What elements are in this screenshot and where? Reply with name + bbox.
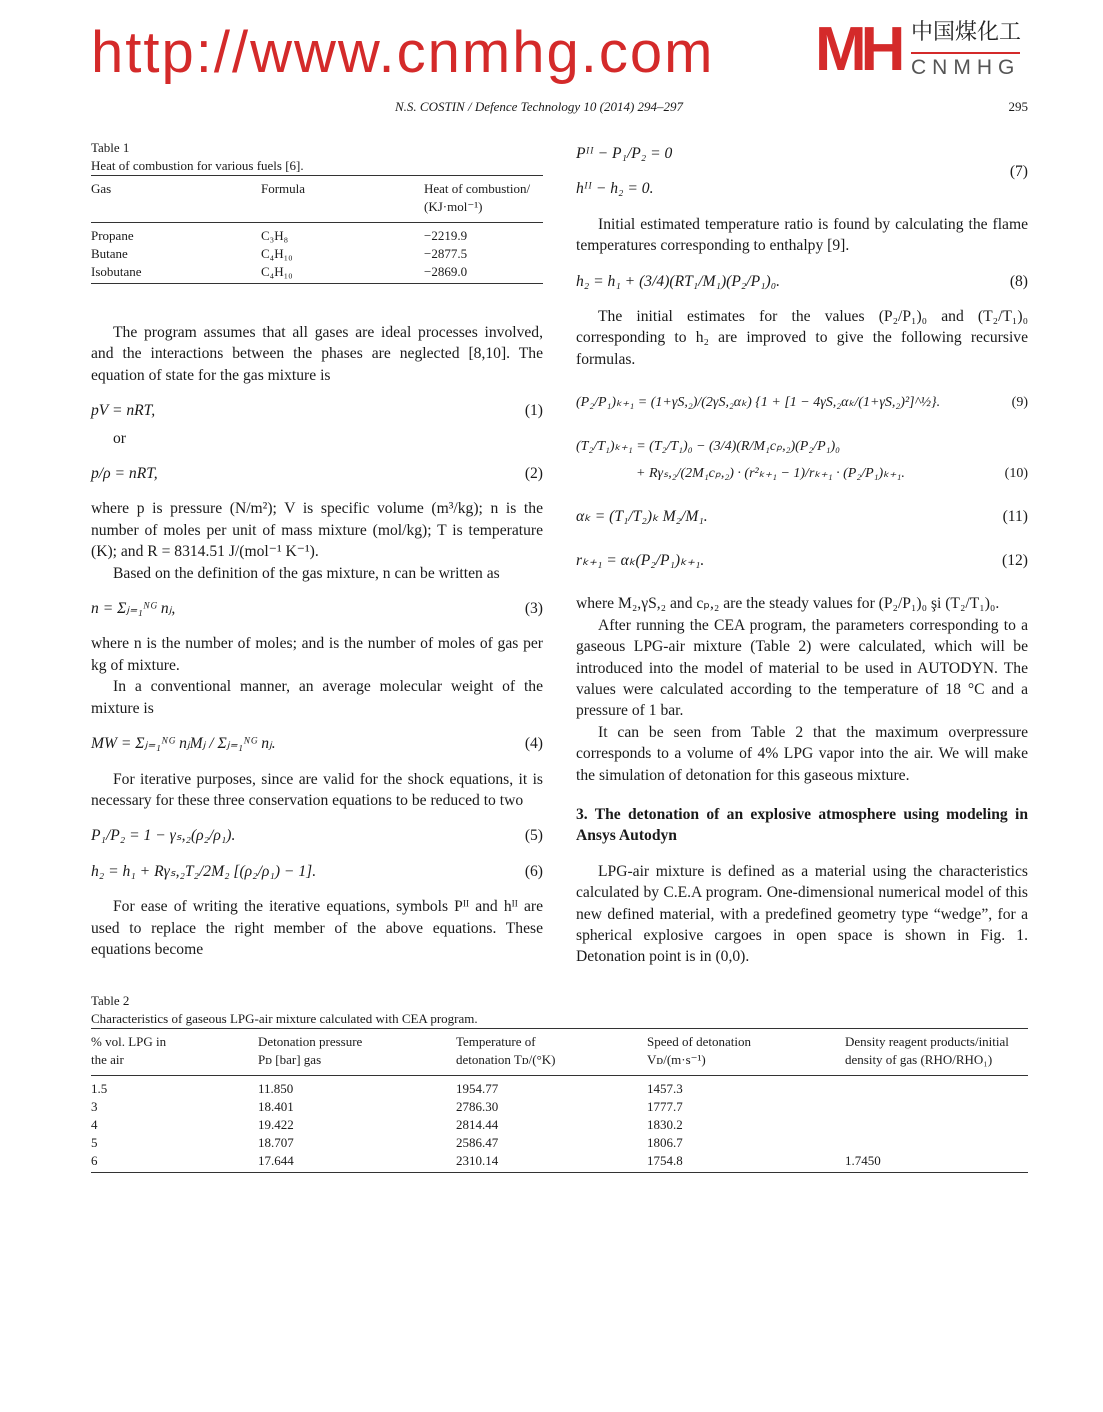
logo-mark: MH — [815, 15, 900, 84]
equation-1: pV = nRT, (1) — [91, 402, 543, 420]
page-header — [91, 99, 1028, 139]
table-row: 3 18.401 2786.30 1777.7 — [91, 1098, 683, 1114]
table2-header: % vol. LPG in the air — [91, 1028, 258, 1075]
table-row: 4 19.422 2814.44 1830.2 — [91, 1116, 683, 1132]
equation-7b: hᴵᴵ − h₂ = 0. — [576, 180, 654, 198]
table1-header: Gas — [91, 176, 261, 223]
table-row: 6 17.644 2310.14 1754.8 1.7450 — [91, 1152, 1028, 1173]
left-column — [91, 139, 543, 960]
equation-2: p/ρ = nRT, (2) — [91, 465, 543, 483]
section-heading: 3. The detonation of an explosive atmosphere using modeling in Ansys Autodyn — [576, 805, 1028, 845]
right-column — [576, 139, 1028, 968]
table1-header: Formula — [261, 176, 424, 223]
equation-12: rₖ₊₁ = αₖ(P₂/P₁)ₖ₊₁. (12) — [576, 551, 1028, 569]
two-column-body — [91, 139, 1028, 968]
equation-7-number: (7) — [1009, 162, 1028, 180]
text-or: or — [113, 429, 126, 447]
table1-title: Heat of combustion for various fuels [6]. — [91, 158, 304, 173]
equation-4: MW = Σⱼ₌₁ᴺᴳ nⱼMⱼ / Σⱼ₌₁ᴺᴳ nⱼ. (4) — [91, 735, 543, 753]
equation-11: αₖ = (T₁/T₂)ₖ M₂/M₁. (11) — [576, 508, 1028, 526]
paragraph: For iterative purposes, since are valid for the shock equations, it is necessary for these three conservation equations to be reduced to two — [91, 770, 543, 809]
table2-title: Characteristics of gaseous LPG-air mixture calculated with CEA program. — [91, 1010, 478, 1026]
paragraph: where M₂,γS,₂ and cₚ,₂ are the steady values for (P₂/P₁)₀ şi (T₂/T₁)₀. — [576, 595, 1000, 613]
paragraph: After running the CEA program, the parameters corresponding to a gaseous LPG-air mixture (Table 2) were calculated, which will be introduced into the model of material to be used in AUTODYN. The values were calculated according to the temperature of 18 °C and a pressure of 1 bar. — [576, 616, 1028, 720]
paragraph: The program assumes that all gases are ideal processes involved, and the interactions between the phases are neglected [8,10]. The equation of state for the gas mixture is — [91, 324, 543, 384]
equation-9: (P₂/P₁)ₖ₊₁ = (1+γS,₂)/(2γS,₂αₖ) {1 + [1 − 4γS,₂αₖ/(1+γS,₂)²]^½}. (9) — [576, 395, 1028, 411]
equation-7 — [576, 143, 1028, 200]
equation-6: h₂ = h₁ + Rγₛ,₂T₂/2M₂ [(ρ₂/ρ₁) − 1]. (6) — [91, 862, 543, 880]
table2 — [91, 1028, 1028, 1173]
table-row: 5 18.707 2586.47 1806.7 — [91, 1134, 683, 1150]
table1-header: Heat of combustion/ (KJ·mol⁻¹) — [424, 176, 543, 223]
table2-label: Table 2 — [91, 992, 130, 1008]
page-number: 295 — [1008, 99, 1028, 114]
paragraph: LPG-air mixture is defined as a material using the characteristics calculated by C.E.A program. One-dimensional numerical model of this new defined material, with a predefined geometry type “wedge”, for a spherical explosive cargoes in open space is shown in Fig. 1. Detonation point is in (0,0). — [576, 862, 1028, 966]
equation-5: P₁/P₂ = 1 − γₛ,₂(ρ₂/ρ₁). (5) — [91, 827, 543, 845]
paragraph: In a conventional manner, an average molecular weight of the mixture is — [91, 678, 543, 717]
paragraph: Initial estimated temperature ratio is found by calculating the flame temperatures corresponding to enthalpy [9]. — [576, 215, 1028, 255]
table2-block — [91, 992, 1028, 1173]
table-row: Propane C₃H₈ −2219.9 — [91, 228, 468, 243]
paragraph: Based on the definition of the gas mixture, n can be written as — [113, 564, 500, 582]
table1-caption — [91, 139, 543, 175]
paragraph: where p is pressure (N/m²); V is specific volume (m³/kg); n is the number of moles per unit of mass mixture (mol/kg); T is temperature (K); and R = 8314.51 J/(mol⁻¹ K⁻¹). — [91, 500, 543, 561]
table2-header: Speed of detonation Vᴅ/(m·s⁻¹) — [647, 1028, 845, 1075]
table2-header: Temperature of detonation Tᴅ/(°K) — [456, 1028, 647, 1075]
table-row: Isobutane C₄H₁₀ −2869.0 — [91, 263, 543, 284]
equation-7a: Pᴵᴵ − P₁/P₂ = 0 — [576, 145, 673, 162]
equation-3: n = Σⱼ₌₁ᴺᴳ nⱼ, (3) — [91, 600, 543, 618]
table-row: Butane C₄H₁₀ −2877.5 — [91, 246, 468, 261]
equation-10b: + Rγₛ,₂/(2M₁cₚ,₂) · (r²ₖ₊₁ − 1)/rₖ₊₁ · (P₂/P₁)ₖ₊₁. (10) — [636, 466, 1028, 482]
running-header: N.S. COSTIN / Defence Technology 10 (2014) 294–297 — [395, 99, 684, 114]
cnmhg-logo — [815, 15, 1025, 84]
watermark: http://www.cnmhg.com — [91, 20, 715, 85]
table1-label: Table 1 — [91, 140, 130, 155]
table2-caption — [91, 992, 1028, 1028]
logo-chinese-text: 中国煤化工 — [911, 20, 1022, 45]
paragraph: It can be seen from Table 2 that the maximum overpressure corresponds to a volume of 4% LPG vapor into the air. We will make the simulation of detonation for this gaseous mixture. — [576, 723, 1028, 784]
equation-10a: (T₂/T₁)ₖ₊₁ = (T₂/T₁)₀ − (3/4)(R/M₁cₚ,₂)(P₂/P₁)₀ — [576, 438, 841, 454]
paragraph: For ease of writing the iterative equations, symbols Pᴵᴵ and hᴵᴵ are used to replace the right member of the above equations. These equations become — [91, 898, 543, 958]
equation-8: h₂ = h₁ + (3/4)(RT₁/M₁)(P₂/P₁)₀. (8) — [576, 272, 1028, 290]
table2-header: Detonation pressure Pᴅ [bar] gas — [258, 1028, 456, 1075]
table1 — [91, 175, 543, 284]
table-row: 1.5 11.850 1954.77 1457.3 — [91, 1080, 683, 1096]
table2-header: Density reagent products/initial density of gas (RHO/RHO₁) — [845, 1028, 1028, 1075]
paragraph: where n is the number of moles; and is the number of moles of gas per kg of mixture. — [91, 635, 543, 674]
logo-english-text: CNMHG — [911, 52, 1020, 80]
paragraph: The initial estimates for the values (P₂/P₁)₀ and (T₂/T₁)₀ corresponding to h₂ are improved to give the following recursive formulas. — [576, 308, 1028, 368]
